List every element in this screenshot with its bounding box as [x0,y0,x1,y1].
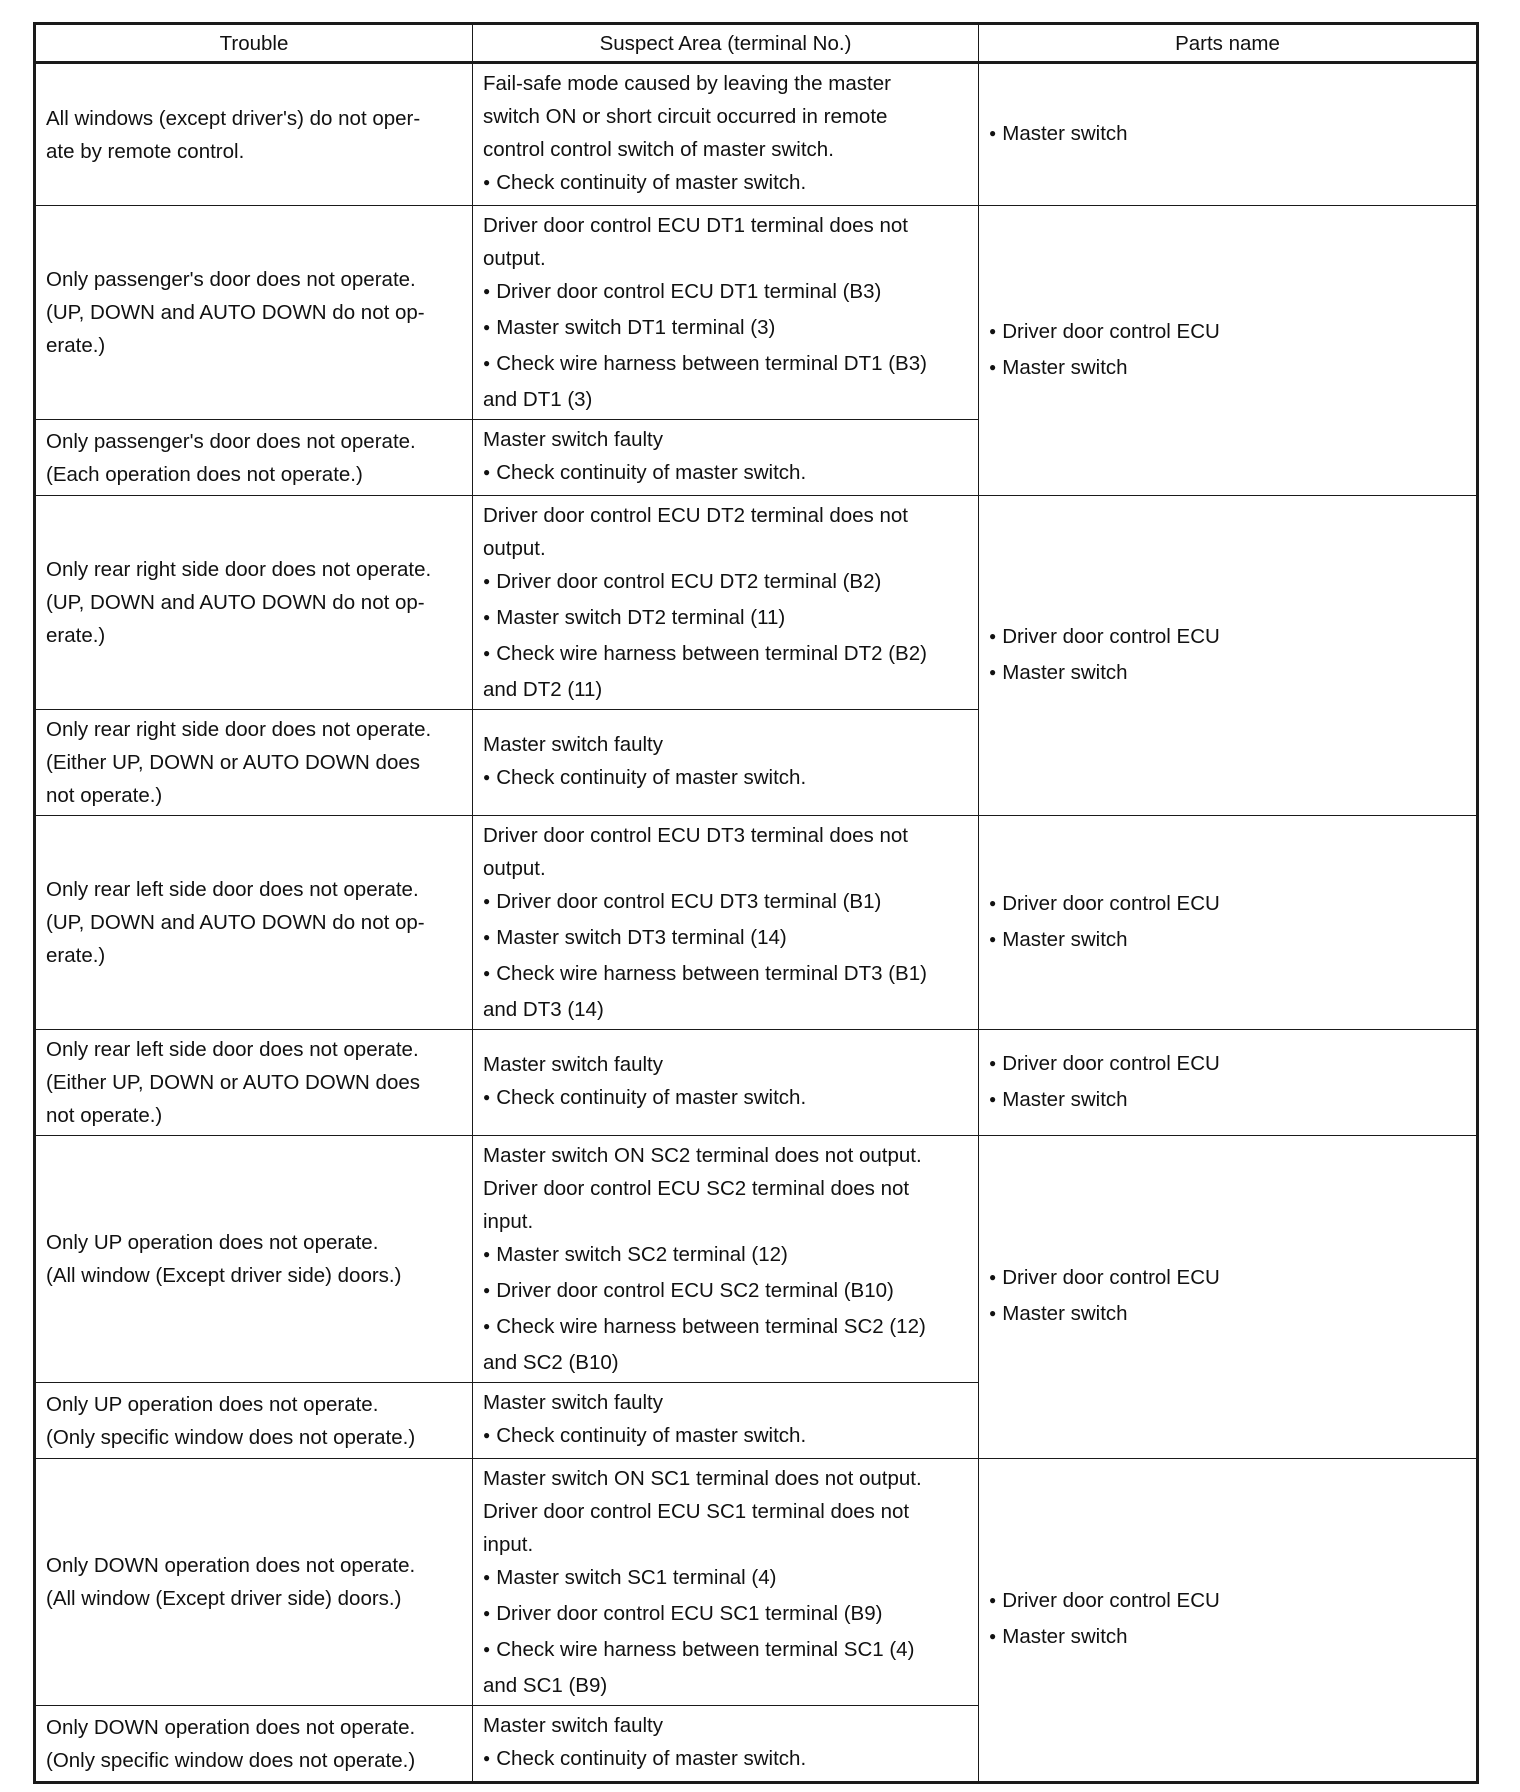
trouble-cell [35,420,473,496]
header-trouble: Trouble [35,24,473,63]
suspect-bullet-item: ● Check continuity of master switch. [483,1742,968,1778]
suspect-line: and DT3 (14) [483,998,604,1021]
parts-name-cell [979,63,1478,206]
suspect-area-cell [473,1136,979,1383]
trouble-cell [35,1706,473,1783]
suspect-bullet-item: ● Driver door control ECU DT1 terminal (B3) [483,275,968,311]
suspect-line: Master switch faulty [483,733,663,756]
trouble-cell [35,1383,473,1459]
suspect-line: and SC2 (B10) [483,1351,619,1374]
suspect-area-cell [473,420,979,496]
trouble-cell [35,1030,473,1136]
suspect-line: Master switch faulty [483,428,663,451]
trouble-line: (Only specific window does not operate.) [46,1748,416,1772]
trouble-line: (UP, DOWN and AUTO DOWN do not op- [46,301,425,324]
suspect-line: input. [483,1210,534,1233]
parts-name-item: ● Master switch [989,1083,1466,1119]
table-row [35,816,1478,1030]
suspect-area-cell [473,496,979,710]
suspect-bullet-item: ● Check wire harness between terminal DT3 (B1) [483,957,968,993]
troubleshooting-table [33,22,1479,1784]
trouble-line: Only rear left side door does not operate. [46,1038,419,1061]
suspect-line: switch ON or short circuit occurred in remote [483,105,888,128]
suspect-line: and DT2 (11) [483,678,603,701]
parts-name-item: ● Driver door control ECU [989,1584,1466,1620]
suspect-area-cell [473,206,979,420]
suspect-bullet-item: ● Check continuity of master switch. [483,166,968,202]
parts-name-cell [979,816,1478,1030]
suspect-bullet-item: ● Check wire harness between terminal SC1 (4) [483,1633,968,1669]
trouble-line: (UP, DOWN and AUTO DOWN do not op- [46,591,425,614]
suspect-bullet-item: ● Master switch DT1 terminal (3) [483,311,968,347]
trouble-line: Only passenger's door does not operate. [46,429,416,453]
trouble-cell [35,1459,473,1706]
suspect-line: Driver door control ECU SC2 terminal does not [483,1177,910,1200]
parts-name-item: ● Master switch [989,923,1466,959]
suspect-line: Driver door control ECU SC1 terminal does not [483,1500,910,1523]
parts-name-item: ● Driver door control ECU [989,887,1466,923]
suspect-area-cell [473,816,979,1030]
suspect-line: and DT1 (3) [483,388,593,411]
suspect-area-cell [473,1030,979,1136]
parts-name-item: ● Master switch [989,351,1466,387]
trouble-cell [35,710,473,816]
suspect-line: Master switch ON SC1 terminal does not output. [483,1467,922,1490]
suspect-bullet-item: ● Driver door control ECU DT3 terminal (B1) [483,885,968,921]
parts-name-item: ● Driver door control ECU [989,1047,1466,1083]
trouble-line: not operate.) [46,784,163,807]
suspect-line: Driver door control ECU DT2 terminal does not [483,504,908,527]
table-row [35,63,1478,206]
trouble-line: erate.) [46,944,106,967]
suspect-line: Fail-safe mode caused by leaving the master [483,72,891,95]
trouble-line: Only rear right side door does not operate. [46,558,432,581]
trouble-line: (All window (Except driver side) doors.) [46,1264,402,1287]
suspect-bullet-item: ● Driver door control ECU SC1 terminal (B9) [483,1597,968,1633]
table-row [35,1459,1478,1706]
parts-name-cell [979,1136,1478,1459]
trouble-line: Only rear right side door does not operate. [46,718,432,741]
suspect-line: Master switch faulty [483,1714,663,1737]
parts-name-item: ● Driver door control ECU [989,1261,1466,1297]
suspect-area-cell [473,63,979,206]
suspect-area-cell [473,710,979,816]
suspect-bullet-item: ● Check wire harness between terminal DT2 (B2) [483,637,968,673]
trouble-line: Only passenger's door does not operate. [46,268,416,291]
suspect-bullet-item: ● Check wire harness between terminal DT1 (B3) [483,347,968,383]
table-row [35,1030,1478,1136]
trouble-line: Only DOWN operation does not operate. [46,1715,416,1739]
parts-name-cell [979,1030,1478,1136]
suspect-bullet-item: ● Driver door control ECU SC2 terminal (B10) [483,1274,968,1310]
header-row [35,24,1478,63]
suspect-line: output. [483,857,546,880]
suspect-bullet-item: ● Master switch SC1 terminal (4) [483,1561,968,1597]
suspect-line: Master switch faulty [483,1391,663,1414]
suspect-line: Master switch faulty [483,1053,663,1076]
trouble-cell [35,816,473,1030]
parts-name-item: ● Master switch [989,656,1466,692]
trouble-line: Only UP operation does not operate. [46,1231,379,1254]
parts-name-item: ● Master switch [989,1297,1466,1333]
suspect-line: Master switch ON SC2 terminal does not output. [483,1144,922,1167]
trouble-line: (Either UP, DOWN or AUTO DOWN does [46,751,421,774]
trouble-line: Only rear left side door does not operate. [46,878,419,901]
trouble-line: (Only specific window does not operate.) [46,1425,416,1449]
parts-name-cell [979,206,1478,496]
suspect-bullet-item: ● Master switch DT3 terminal (14) [483,921,968,957]
trouble-cell [35,206,473,420]
suspect-bullet-item: ● Check continuity of master switch. [483,1081,968,1117]
trouble-line: Only UP operation does not operate. [46,1392,379,1416]
table-row [35,1136,1478,1383]
suspect-line: and SC1 (B9) [483,1674,608,1697]
suspect-bullet-item: ● Check continuity of master switch. [483,1419,968,1455]
parts-name-item: ● Master switch [989,117,1466,153]
suspect-line: Driver door control ECU DT1 terminal does not [483,214,908,237]
suspect-line: output. [483,537,546,560]
suspect-area-cell [473,1706,979,1783]
trouble-cell [35,496,473,710]
suspect-area-cell [473,1459,979,1706]
trouble-line: erate.) [46,624,106,647]
table-body [35,63,1478,1783]
parts-name-item: ● Driver door control ECU [989,620,1466,656]
trouble-cell [35,1136,473,1383]
trouble-cell [35,63,473,206]
parts-name-item: ● Driver door control ECU [989,315,1466,351]
suspect-line: output. [483,247,546,270]
parts-name-cell [979,1459,1478,1783]
trouble-line: (Either UP, DOWN or AUTO DOWN does [46,1071,421,1094]
header-parts-name: Parts name [979,24,1478,63]
table-row [35,496,1478,710]
suspect-bullet-item: ● Master switch DT2 terminal (11) [483,601,968,637]
trouble-line: not operate.) [46,1104,163,1127]
table-row [35,206,1478,420]
suspect-line: input. [483,1533,534,1556]
trouble-line: All windows (except driver's) do not oper- [46,106,421,130]
header-suspect-area: Suspect Area (terminal No.) [473,24,979,63]
trouble-line: (All window (Except driver side) doors.) [46,1587,402,1610]
suspect-line: control control switch of master switch. [483,138,834,161]
suspect-bullet-item: ● Driver door control ECU DT2 terminal (B2) [483,565,968,601]
parts-name-cell [979,496,1478,816]
suspect-bullet-item: ● Check wire harness between terminal SC2 (12) [483,1310,968,1346]
trouble-line: (UP, DOWN and AUTO DOWN do not op- [46,911,425,934]
troubleshooting-sheet [33,22,1479,1784]
trouble-line: Only DOWN operation does not operate. [46,1554,416,1577]
trouble-line: ate by remote control. [46,139,245,163]
suspect-area-cell [473,1383,979,1459]
suspect-bullet-item: ● Master switch SC2 terminal (12) [483,1238,968,1274]
trouble-line: (Each operation does not operate.) [46,462,363,486]
suspect-bullet-item: ● Check continuity of master switch. [483,456,968,492]
suspect-bullet-item: ● Check continuity of master switch. [483,761,968,797]
suspect-line: Driver door control ECU DT3 terminal does not [483,824,908,847]
parts-name-item: ● Master switch [989,1620,1466,1656]
trouble-line: erate.) [46,334,106,357]
